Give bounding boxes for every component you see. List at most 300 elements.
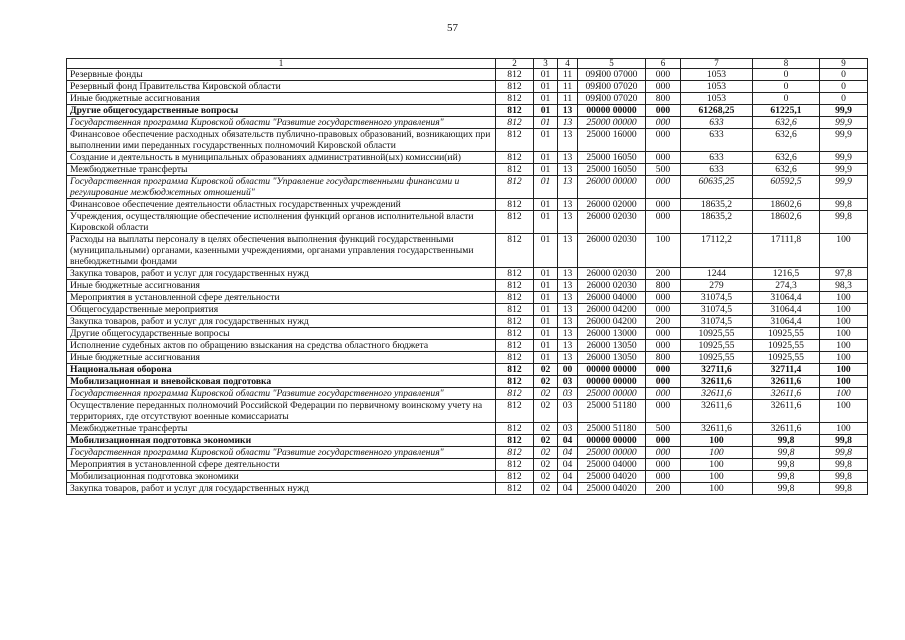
execution-percent: 100 xyxy=(820,400,868,423)
target-article-code: 26000 02030 xyxy=(578,268,646,280)
row-name: Закупка товаров, работ и услуг для государственных нужд xyxy=(67,483,496,495)
expense-type-code: 000 xyxy=(646,328,681,340)
expense-type-code: 200 xyxy=(646,268,681,280)
table-row xyxy=(67,292,868,304)
column-header: 1 xyxy=(67,59,496,69)
execution-percent: 100 xyxy=(820,423,868,435)
column-header: 8 xyxy=(753,59,820,69)
table-row xyxy=(67,268,868,280)
column-header: 6 xyxy=(646,59,681,69)
row-name: Другие общегосударственные вопросы xyxy=(67,105,496,117)
chapter-code: 812 xyxy=(496,105,534,117)
expense-type-code: 000 xyxy=(646,459,681,471)
section-code: 02 xyxy=(534,376,558,388)
expense-type-code: 000 xyxy=(646,105,681,117)
expense-type-code: 500 xyxy=(646,423,681,435)
row-name: Исполнение судебных актов по обращению взыскания на средства областного бюджета xyxy=(67,340,496,352)
subsection-code: 13 xyxy=(558,280,578,292)
row-name: Межбюджетные трансферты xyxy=(67,423,496,435)
planned-amount: 32611,6 xyxy=(681,388,753,400)
section-code: 01 xyxy=(534,268,558,280)
planned-amount: 32611,6 xyxy=(681,400,753,423)
table-row xyxy=(67,280,868,292)
executed-amount: 32611,6 xyxy=(753,423,820,435)
target-article-code: 00000 00000 xyxy=(578,105,646,117)
planned-amount: 100 xyxy=(681,471,753,483)
expense-type-code: 000 xyxy=(646,211,681,234)
chapter-code: 812 xyxy=(496,292,534,304)
target-article-code: 25000 51180 xyxy=(578,400,646,423)
subsection-code: 13 xyxy=(558,292,578,304)
subsection-code: 13 xyxy=(558,199,578,211)
subsection-code: 13 xyxy=(558,164,578,176)
table-row xyxy=(67,447,868,459)
column-header: 9 xyxy=(820,59,868,69)
execution-percent: 99,9 xyxy=(820,164,868,176)
chapter-code: 812 xyxy=(496,316,534,328)
planned-amount: 60635,25 xyxy=(681,176,753,199)
execution-percent: 98,3 xyxy=(820,280,868,292)
execution-percent: 100 xyxy=(820,376,868,388)
executed-amount: 18602,6 xyxy=(753,211,820,234)
section-code: 02 xyxy=(534,483,558,495)
table-row xyxy=(67,164,868,176)
column-header: 3 xyxy=(534,59,558,69)
target-article-code: 09Я00 07020 xyxy=(578,93,646,105)
budget-table xyxy=(66,58,868,495)
execution-percent: 99,8 xyxy=(820,199,868,211)
executed-amount: 31064,4 xyxy=(753,304,820,316)
section-code: 01 xyxy=(534,316,558,328)
section-code: 01 xyxy=(534,234,558,268)
target-article-code: 26000 02030 xyxy=(578,280,646,292)
header-row xyxy=(67,59,868,69)
executed-amount: 10925,55 xyxy=(753,352,820,364)
target-article-code: 26000 00000 xyxy=(578,176,646,199)
subsection-code: 04 xyxy=(558,447,578,459)
section-code: 02 xyxy=(534,435,558,447)
subsection-code: 13 xyxy=(558,316,578,328)
row-name: Мобилизационная и вневойсковая подготовка xyxy=(67,376,496,388)
table-row xyxy=(67,93,868,105)
planned-amount: 32611,6 xyxy=(681,423,753,435)
execution-percent: 99,9 xyxy=(820,105,868,117)
planned-amount: 100 xyxy=(681,483,753,495)
subsection-code: 13 xyxy=(558,268,578,280)
expense-type-code: 000 xyxy=(646,152,681,164)
chapter-code: 812 xyxy=(496,447,534,459)
expense-type-code: 000 xyxy=(646,435,681,447)
section-code: 02 xyxy=(534,459,558,471)
execution-percent: 100 xyxy=(820,292,868,304)
execution-percent: 99,8 xyxy=(820,483,868,495)
column-header: 4 xyxy=(558,59,578,69)
planned-amount: 61268,25 xyxy=(681,105,753,117)
planned-amount: 18635,2 xyxy=(681,211,753,234)
target-article-code: 25000 04000 xyxy=(578,459,646,471)
executed-amount: 1216,5 xyxy=(753,268,820,280)
target-article-code: 00000 00000 xyxy=(578,435,646,447)
planned-amount: 31074,5 xyxy=(681,292,753,304)
executed-amount: 632,6 xyxy=(753,117,820,129)
executed-amount: 632,6 xyxy=(753,164,820,176)
subsection-code: 13 xyxy=(558,304,578,316)
table-row xyxy=(67,340,868,352)
execution-percent: 0 xyxy=(820,69,868,81)
expense-type-code: 000 xyxy=(646,176,681,199)
target-article-code: 25000 00000 xyxy=(578,117,646,129)
expense-type-code: 800 xyxy=(646,280,681,292)
executed-amount: 274,3 xyxy=(753,280,820,292)
execution-percent: 99,9 xyxy=(820,176,868,199)
execution-percent: 99,8 xyxy=(820,447,868,459)
expense-type-code: 000 xyxy=(646,81,681,93)
planned-amount: 10925,55 xyxy=(681,340,753,352)
execution-percent: 100 xyxy=(820,352,868,364)
planned-amount: 1053 xyxy=(681,81,753,93)
chapter-code: 812 xyxy=(496,280,534,292)
section-code: 01 xyxy=(534,211,558,234)
row-name: Осуществление переданных полномочий Российской Федерации по первичному воинскому учету на территориях, где отсутствуют военные комиссариаты xyxy=(67,400,496,423)
executed-amount: 99,8 xyxy=(753,471,820,483)
section-code: 01 xyxy=(534,340,558,352)
table-row xyxy=(67,69,868,81)
chapter-code: 812 xyxy=(496,435,534,447)
section-code: 01 xyxy=(534,328,558,340)
row-name: Мобилизационная подготовка экономики xyxy=(67,471,496,483)
section-code: 02 xyxy=(534,400,558,423)
row-name: Создание и деятельность в муниципальных образованиях административной(ых) комиссии(ий) xyxy=(67,152,496,164)
chapter-code: 812 xyxy=(496,483,534,495)
planned-amount: 31074,5 xyxy=(681,316,753,328)
table-row xyxy=(67,423,868,435)
execution-percent: 97,8 xyxy=(820,268,868,280)
planned-amount: 32711,6 xyxy=(681,364,753,376)
expense-type-code: 000 xyxy=(646,400,681,423)
subsection-code: 04 xyxy=(558,435,578,447)
chapter-code: 812 xyxy=(496,81,534,93)
execution-percent: 99,9 xyxy=(820,129,868,152)
table-row xyxy=(67,129,868,152)
section-code: 01 xyxy=(534,199,558,211)
table-body xyxy=(67,69,868,495)
expense-type-code: 000 xyxy=(646,388,681,400)
row-name: Государственная программа Кировской области "Управление государственными финансами и регулирование межбюджетных отношений" xyxy=(67,176,496,199)
chapter-code: 812 xyxy=(496,268,534,280)
execution-percent: 99,9 xyxy=(820,152,868,164)
expense-type-code: 000 xyxy=(646,292,681,304)
subsection-code: 03 xyxy=(558,376,578,388)
expense-type-code: 000 xyxy=(646,69,681,81)
subsection-code: 13 xyxy=(558,352,578,364)
executed-amount: 61225,1 xyxy=(753,105,820,117)
row-name: Иные бюджетные ассигнования xyxy=(67,280,496,292)
subsection-code: 13 xyxy=(558,117,578,129)
chapter-code: 812 xyxy=(496,364,534,376)
subsection-code: 03 xyxy=(558,400,578,423)
expense-type-code: 000 xyxy=(646,364,681,376)
executed-amount: 99,8 xyxy=(753,435,820,447)
target-article-code: 26000 04200 xyxy=(578,304,646,316)
executed-amount: 99,8 xyxy=(753,459,820,471)
target-article-code: 25000 00000 xyxy=(578,447,646,459)
expense-type-code: 100 xyxy=(646,234,681,268)
subsection-code: 13 xyxy=(558,211,578,234)
execution-percent: 99,8 xyxy=(820,211,868,234)
subsection-code: 00 xyxy=(558,364,578,376)
target-article-code: 26000 02000 xyxy=(578,199,646,211)
planned-amount: 10925,55 xyxy=(681,352,753,364)
subsection-code: 13 xyxy=(558,176,578,199)
executed-amount: 99,8 xyxy=(753,447,820,459)
row-name: Расходы на выплаты персоналу в целях обеспечения выполнения функций государственными (муниципальными) органами, казенными учреждениями, органами управления государственными внебюджетными фондами xyxy=(67,234,496,268)
table-row xyxy=(67,471,868,483)
section-code: 01 xyxy=(534,304,558,316)
expense-type-code: 000 xyxy=(646,471,681,483)
target-article-code: 25000 16050 xyxy=(578,164,646,176)
column-header: 5 xyxy=(578,59,646,69)
subsection-code: 03 xyxy=(558,388,578,400)
section-code: 02 xyxy=(534,471,558,483)
executed-amount: 32611,6 xyxy=(753,388,820,400)
section-code: 01 xyxy=(534,292,558,304)
row-name: Межбюджетные трансферты xyxy=(67,164,496,176)
target-article-code: 25000 04020 xyxy=(578,471,646,483)
target-article-code: 25000 00000 xyxy=(578,388,646,400)
table-row xyxy=(67,304,868,316)
table-row xyxy=(67,459,868,471)
page-number: 57 xyxy=(447,22,458,34)
executed-amount: 0 xyxy=(753,93,820,105)
chapter-code: 812 xyxy=(496,199,534,211)
chapter-code: 812 xyxy=(496,400,534,423)
expense-type-code: 200 xyxy=(646,316,681,328)
chapter-code: 812 xyxy=(496,423,534,435)
execution-percent: 0 xyxy=(820,81,868,93)
planned-amount: 279 xyxy=(681,280,753,292)
expense-type-code: 000 xyxy=(646,304,681,316)
row-name: Резервный фонд Правительства Кировской области xyxy=(67,81,496,93)
expense-type-code: 000 xyxy=(646,129,681,152)
executed-amount: 10925,55 xyxy=(753,340,820,352)
target-article-code: 00000 00000 xyxy=(578,376,646,388)
table-row xyxy=(67,364,868,376)
expense-type-code: 000 xyxy=(646,376,681,388)
row-name: Общегосударственные мероприятия xyxy=(67,304,496,316)
execution-percent: 100 xyxy=(820,388,868,400)
section-code: 01 xyxy=(534,81,558,93)
expense-type-code: 800 xyxy=(646,93,681,105)
planned-amount: 32611,6 xyxy=(681,376,753,388)
subsection-code: 04 xyxy=(558,471,578,483)
executed-amount: 31064,4 xyxy=(753,316,820,328)
section-code: 02 xyxy=(534,423,558,435)
execution-percent: 100 xyxy=(820,316,868,328)
execution-percent: 99,8 xyxy=(820,471,868,483)
execution-percent: 99,8 xyxy=(820,435,868,447)
target-article-code: 26000 13000 xyxy=(578,328,646,340)
executed-amount: 32611,6 xyxy=(753,376,820,388)
target-article-code: 25000 04020 xyxy=(578,483,646,495)
row-name: Учреждения, осуществляющие обеспечение исполнения функций органов исполнительной власти Кировской области xyxy=(67,211,496,234)
target-article-code: 26000 04200 xyxy=(578,316,646,328)
table-row xyxy=(67,483,868,495)
chapter-code: 812 xyxy=(496,152,534,164)
target-article-code: 09Я00 07000 xyxy=(578,69,646,81)
planned-amount: 18635,2 xyxy=(681,199,753,211)
subsection-code: 13 xyxy=(558,129,578,152)
target-article-code: 25000 51180 xyxy=(578,423,646,435)
row-name: Финансовое обеспечение деятельности областных государственных учреждений xyxy=(67,199,496,211)
planned-amount: 633 xyxy=(681,129,753,152)
expense-type-code: 000 xyxy=(646,117,681,129)
planned-amount: 633 xyxy=(681,152,753,164)
section-code: 01 xyxy=(534,352,558,364)
planned-amount: 100 xyxy=(681,447,753,459)
row-name: Резервные фонды xyxy=(67,69,496,81)
section-code: 01 xyxy=(534,176,558,199)
table-row xyxy=(67,117,868,129)
table-row xyxy=(67,328,868,340)
row-name: Мероприятия в установленной сфере деятельности xyxy=(67,459,496,471)
execution-percent: 99,8 xyxy=(820,459,868,471)
section-code: 01 xyxy=(534,69,558,81)
table-row xyxy=(67,81,868,93)
table-row xyxy=(67,105,868,117)
target-article-code: 00000 00000 xyxy=(578,364,646,376)
executed-amount: 18602,6 xyxy=(753,199,820,211)
section-code: 01 xyxy=(534,117,558,129)
chapter-code: 812 xyxy=(496,471,534,483)
executed-amount: 32711,4 xyxy=(753,364,820,376)
executed-amount: 632,6 xyxy=(753,152,820,164)
subsection-code: 13 xyxy=(558,105,578,117)
table-row xyxy=(67,152,868,164)
target-article-code: 26000 13050 xyxy=(578,352,646,364)
row-name: Мероприятия в установленной сфере деятельности xyxy=(67,292,496,304)
subsection-code: 04 xyxy=(558,483,578,495)
planned-amount: 1053 xyxy=(681,93,753,105)
section-code: 02 xyxy=(534,364,558,376)
chapter-code: 812 xyxy=(496,211,534,234)
executed-amount: 0 xyxy=(753,69,820,81)
chapter-code: 812 xyxy=(496,304,534,316)
target-article-code: 25000 16000 xyxy=(578,129,646,152)
planned-amount: 633 xyxy=(681,164,753,176)
section-code: 01 xyxy=(534,93,558,105)
execution-percent: 100 xyxy=(820,340,868,352)
planned-amount: 1244 xyxy=(681,268,753,280)
chapter-code: 812 xyxy=(496,164,534,176)
expense-type-code: 500 xyxy=(646,164,681,176)
chapter-code: 812 xyxy=(496,234,534,268)
row-name: Закупка товаров, работ и услуг для государственных нужд xyxy=(67,316,496,328)
executed-amount: 99,8 xyxy=(753,483,820,495)
target-article-code: 26000 13050 xyxy=(578,340,646,352)
execution-percent: 100 xyxy=(820,364,868,376)
executed-amount: 632,6 xyxy=(753,129,820,152)
table-row xyxy=(67,400,868,423)
target-article-code: 26000 02030 xyxy=(578,211,646,234)
subsection-code: 11 xyxy=(558,69,578,81)
table-row xyxy=(67,376,868,388)
execution-percent: 0 xyxy=(820,93,868,105)
row-name: Национальная оборона xyxy=(67,364,496,376)
table-row xyxy=(67,435,868,447)
row-name: Финансовое обеспечение расходных обязательств публично-правовых образований, возникающих при выполнении ими переданных государственных полномочий Кировской области xyxy=(67,129,496,152)
row-name: Мобилизационная подготовка экономики xyxy=(67,435,496,447)
execution-percent: 100 xyxy=(820,328,868,340)
subsection-code: 13 xyxy=(558,152,578,164)
column-header: 2 xyxy=(496,59,534,69)
table-row xyxy=(67,234,868,268)
row-name: Государственная программа Кировской области "Развитие государственного управления" xyxy=(67,447,496,459)
execution-percent: 100 xyxy=(820,234,868,268)
planned-amount: 100 xyxy=(681,435,753,447)
chapter-code: 812 xyxy=(496,459,534,471)
section-code: 02 xyxy=(534,388,558,400)
subsection-code: 11 xyxy=(558,93,578,105)
row-name: Государственная программа Кировской области "Развитие государственного управления" xyxy=(67,388,496,400)
row-name: Другие общегосударственные вопросы xyxy=(67,328,496,340)
section-code: 01 xyxy=(534,164,558,176)
planned-amount: 17112,2 xyxy=(681,234,753,268)
chapter-code: 812 xyxy=(496,352,534,364)
subsection-code: 11 xyxy=(558,81,578,93)
executed-amount: 17111,8 xyxy=(753,234,820,268)
executed-amount: 10925,55 xyxy=(753,328,820,340)
section-code: 01 xyxy=(534,129,558,152)
section-code: 02 xyxy=(534,447,558,459)
planned-amount: 1053 xyxy=(681,69,753,81)
expense-type-code: 000 xyxy=(646,199,681,211)
chapter-code: 812 xyxy=(496,388,534,400)
expense-type-code: 800 xyxy=(646,352,681,364)
subsection-code: 13 xyxy=(558,328,578,340)
target-article-code: 25000 16050 xyxy=(578,152,646,164)
expense-type-code: 200 xyxy=(646,483,681,495)
chapter-code: 812 xyxy=(496,93,534,105)
row-name: Иные бюджетные ассигнования xyxy=(67,352,496,364)
planned-amount: 10925,55 xyxy=(681,328,753,340)
chapter-code: 812 xyxy=(496,328,534,340)
section-code: 01 xyxy=(534,152,558,164)
chapter-code: 812 xyxy=(496,340,534,352)
table-row xyxy=(67,199,868,211)
subsection-code: 13 xyxy=(558,234,578,268)
execution-percent: 99,9 xyxy=(820,117,868,129)
planned-amount: 31074,5 xyxy=(681,304,753,316)
column-header: 7 xyxy=(681,59,753,69)
table-row xyxy=(67,211,868,234)
subsection-code: 03 xyxy=(558,423,578,435)
row-name: Государственная программа Кировской области "Развитие государственного управления" xyxy=(67,117,496,129)
chapter-code: 812 xyxy=(496,129,534,152)
table-row xyxy=(67,388,868,400)
expense-type-code: 000 xyxy=(646,340,681,352)
execution-percent: 100 xyxy=(820,304,868,316)
executed-amount: 31064,4 xyxy=(753,292,820,304)
subsection-code: 13 xyxy=(558,340,578,352)
row-name: Закупка товаров, работ и услуг для государственных нужд xyxy=(67,268,496,280)
expense-type-code: 000 xyxy=(646,447,681,459)
executed-amount: 60592,5 xyxy=(753,176,820,199)
chapter-code: 812 xyxy=(496,376,534,388)
target-article-code: 26000 02030 xyxy=(578,234,646,268)
section-code: 01 xyxy=(534,105,558,117)
table-row xyxy=(67,316,868,328)
row-name: Иные бюджетные ассигнования xyxy=(67,93,496,105)
